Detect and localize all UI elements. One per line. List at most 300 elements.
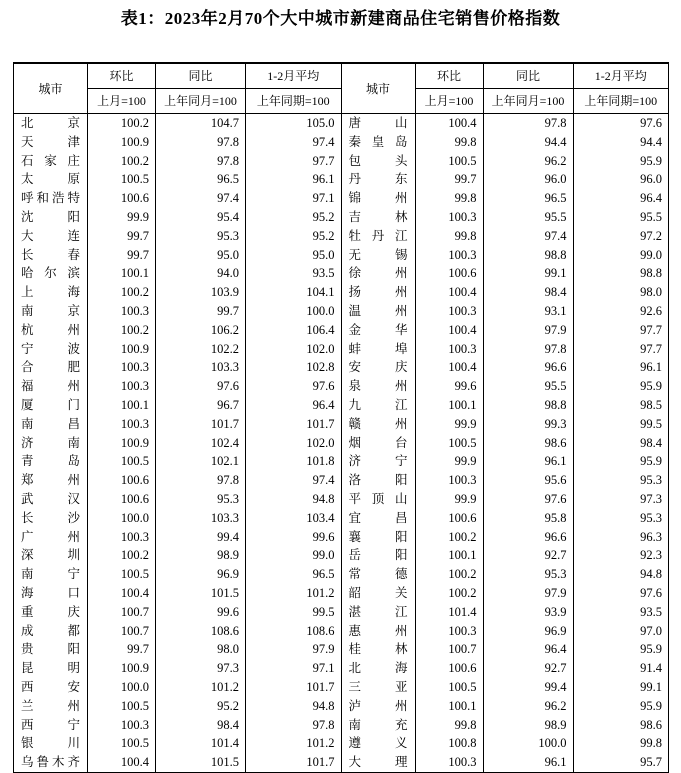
yoy-cell-left: 103.3 bbox=[156, 358, 246, 377]
city-cell-right: 北海 bbox=[341, 659, 415, 678]
yoy-cell-right: 97.9 bbox=[483, 321, 573, 340]
avg-cell-left: 101.7 bbox=[246, 753, 342, 773]
mom-cell-left: 100.2 bbox=[88, 152, 156, 171]
city-cell-right: 金华 bbox=[341, 321, 415, 340]
header-avg-right: 1-2月平均 bbox=[573, 63, 669, 89]
yoy-cell-left: 97.8 bbox=[156, 152, 246, 171]
table-row bbox=[14, 170, 669, 189]
yoy-cell-left: 101.7 bbox=[156, 415, 246, 434]
avg-cell-left: 99.6 bbox=[246, 528, 342, 547]
yoy-cell-right: 98.9 bbox=[483, 716, 573, 735]
city-cell-left: 太原 bbox=[14, 170, 88, 189]
avg-cell-right: 93.5 bbox=[573, 603, 669, 622]
avg-cell-right: 96.4 bbox=[573, 189, 669, 208]
header-mom-left: 环比 bbox=[88, 63, 156, 89]
avg-cell-right: 95.9 bbox=[573, 697, 669, 716]
avg-cell-left: 96.1 bbox=[246, 170, 342, 189]
city-cell-left: 合肥 bbox=[14, 358, 88, 377]
price-index-table bbox=[13, 62, 669, 773]
table-row bbox=[14, 678, 669, 697]
table-row bbox=[14, 565, 669, 584]
mom-cell-right: 100.3 bbox=[415, 340, 483, 359]
table-row bbox=[14, 640, 669, 659]
yoy-cell-left: 95.3 bbox=[156, 227, 246, 246]
city-cell-right: 牡丹江 bbox=[341, 227, 415, 246]
price-index-report-page bbox=[0, 7, 681, 773]
mom-cell-right: 100.3 bbox=[415, 471, 483, 490]
mom-cell-left: 100.6 bbox=[88, 471, 156, 490]
header-yoy-left: 同比 bbox=[156, 63, 246, 89]
city-cell-right: 湛江 bbox=[341, 603, 415, 622]
avg-cell-left: 97.7 bbox=[246, 152, 342, 171]
yoy-cell-right: 93.9 bbox=[483, 603, 573, 622]
yoy-cell-left: 98.9 bbox=[156, 546, 246, 565]
mom-cell-left: 100.3 bbox=[88, 302, 156, 321]
city-cell-right: 烟台 bbox=[341, 434, 415, 453]
mom-cell-right: 100.2 bbox=[415, 584, 483, 603]
avg-cell-left: 101.2 bbox=[246, 734, 342, 753]
yoy-cell-left: 99.6 bbox=[156, 603, 246, 622]
header-mom-base-left: 上月=100 bbox=[88, 89, 156, 114]
city-cell-right: 包头 bbox=[341, 152, 415, 171]
mom-cell-left: 99.7 bbox=[88, 246, 156, 265]
yoy-cell-left: 99.7 bbox=[156, 302, 246, 321]
yoy-cell-left: 95.2 bbox=[156, 697, 246, 716]
mom-cell-right: 100.5 bbox=[415, 678, 483, 697]
avg-cell-right: 95.3 bbox=[573, 471, 669, 490]
mom-cell-right: 99.8 bbox=[415, 227, 483, 246]
yoy-cell-left: 102.2 bbox=[156, 340, 246, 359]
yoy-cell-left: 103.9 bbox=[156, 283, 246, 302]
city-cell-left: 银川 bbox=[14, 734, 88, 753]
mom-cell-right: 99.9 bbox=[415, 490, 483, 509]
table-row bbox=[14, 246, 669, 265]
header-city-left: 城市 bbox=[14, 63, 88, 114]
avg-cell-right: 96.0 bbox=[573, 170, 669, 189]
avg-cell-left: 101.7 bbox=[246, 415, 342, 434]
mom-cell-left: 100.9 bbox=[88, 434, 156, 453]
mom-cell-left: 100.1 bbox=[88, 396, 156, 415]
mom-cell-right: 99.6 bbox=[415, 377, 483, 396]
header-yoy-right: 同比 bbox=[483, 63, 573, 89]
mom-cell-right: 100.1 bbox=[415, 396, 483, 415]
mom-cell-right: 100.4 bbox=[415, 114, 483, 133]
city-cell-left: 宁波 bbox=[14, 340, 88, 359]
mom-cell-left: 100.2 bbox=[88, 546, 156, 565]
table-body bbox=[14, 114, 669, 773]
avg-cell-right: 97.6 bbox=[573, 114, 669, 133]
city-cell-right: 遵义 bbox=[341, 734, 415, 753]
mom-cell-left: 100.2 bbox=[88, 321, 156, 340]
mom-cell-left: 100.5 bbox=[88, 452, 156, 471]
table-row bbox=[14, 471, 669, 490]
mom-cell-left: 100.0 bbox=[88, 509, 156, 528]
city-cell-right: 泉州 bbox=[341, 377, 415, 396]
yoy-cell-left: 95.3 bbox=[156, 490, 246, 509]
city-cell-right: 惠州 bbox=[341, 622, 415, 641]
city-cell-right: 常德 bbox=[341, 565, 415, 584]
city-cell-right: 桂林 bbox=[341, 640, 415, 659]
avg-cell-right: 91.4 bbox=[573, 659, 669, 678]
yoy-cell-left: 104.7 bbox=[156, 114, 246, 133]
table-row bbox=[14, 302, 669, 321]
table-row bbox=[14, 490, 669, 509]
city-cell-left: 西安 bbox=[14, 678, 88, 697]
yoy-cell-right: 99.4 bbox=[483, 678, 573, 697]
avg-cell-left: 96.4 bbox=[246, 396, 342, 415]
city-cell-right: 无锡 bbox=[341, 246, 415, 265]
city-cell-left: 济南 bbox=[14, 434, 88, 453]
yoy-cell-right: 96.4 bbox=[483, 640, 573, 659]
mom-cell-right: 100.7 bbox=[415, 640, 483, 659]
city-cell-right: 蚌埠 bbox=[341, 340, 415, 359]
yoy-cell-right: 96.1 bbox=[483, 452, 573, 471]
mom-cell-left: 100.3 bbox=[88, 528, 156, 547]
city-cell-left: 沈阳 bbox=[14, 208, 88, 227]
mom-cell-left: 100.9 bbox=[88, 659, 156, 678]
yoy-cell-left: 96.9 bbox=[156, 565, 246, 584]
mom-cell-right: 99.9 bbox=[415, 415, 483, 434]
city-cell-left: 兰州 bbox=[14, 697, 88, 716]
mom-cell-left: 100.5 bbox=[88, 734, 156, 753]
mom-cell-right: 100.3 bbox=[415, 753, 483, 773]
table-row bbox=[14, 340, 669, 359]
yoy-cell-right: 100.0 bbox=[483, 734, 573, 753]
city-cell-left: 南京 bbox=[14, 302, 88, 321]
yoy-cell-left: 101.5 bbox=[156, 584, 246, 603]
yoy-cell-right: 96.5 bbox=[483, 189, 573, 208]
yoy-cell-left: 102.4 bbox=[156, 434, 246, 453]
city-cell-left: 石家庄 bbox=[14, 152, 88, 171]
avg-cell-right: 97.7 bbox=[573, 321, 669, 340]
mom-cell-left: 99.7 bbox=[88, 640, 156, 659]
avg-cell-right: 95.9 bbox=[573, 452, 669, 471]
header-avg-left: 1-2月平均 bbox=[246, 63, 342, 89]
mom-cell-left: 100.5 bbox=[88, 697, 156, 716]
city-cell-right: 大理 bbox=[341, 753, 415, 773]
table-row bbox=[14, 734, 669, 753]
avg-cell-right: 95.3 bbox=[573, 509, 669, 528]
avg-cell-left: 102.0 bbox=[246, 434, 342, 453]
table-row bbox=[14, 283, 669, 302]
city-cell-left: 杭州 bbox=[14, 321, 88, 340]
city-cell-right: 九江 bbox=[341, 396, 415, 415]
city-cell-left: 呼和浩特 bbox=[14, 189, 88, 208]
avg-cell-right: 99.8 bbox=[573, 734, 669, 753]
yoy-cell-right: 92.7 bbox=[483, 659, 573, 678]
city-cell-right: 泸州 bbox=[341, 697, 415, 716]
table-row bbox=[14, 716, 669, 735]
avg-cell-right: 99.0 bbox=[573, 246, 669, 265]
avg-cell-left: 102.0 bbox=[246, 340, 342, 359]
mom-cell-left: 99.7 bbox=[88, 227, 156, 246]
avg-cell-left: 104.1 bbox=[246, 283, 342, 302]
yoy-cell-right: 96.0 bbox=[483, 170, 573, 189]
table-row bbox=[14, 415, 669, 434]
city-cell-right: 韶关 bbox=[341, 584, 415, 603]
table-row bbox=[14, 321, 669, 340]
table-row bbox=[14, 114, 669, 133]
avg-cell-left: 93.5 bbox=[246, 264, 342, 283]
city-cell-right: 吉林 bbox=[341, 208, 415, 227]
city-cell-left: 厦门 bbox=[14, 396, 88, 415]
yoy-cell-right: 96.6 bbox=[483, 358, 573, 377]
city-cell-left: 上海 bbox=[14, 283, 88, 302]
mom-cell-left: 100.6 bbox=[88, 189, 156, 208]
avg-cell-right: 94.8 bbox=[573, 565, 669, 584]
city-cell-right: 襄阳 bbox=[341, 528, 415, 547]
city-cell-left: 南宁 bbox=[14, 565, 88, 584]
table-row bbox=[14, 546, 669, 565]
avg-cell-right: 96.1 bbox=[573, 358, 669, 377]
mom-cell-right: 100.6 bbox=[415, 509, 483, 528]
yoy-cell-right: 98.8 bbox=[483, 396, 573, 415]
mom-cell-left: 100.0 bbox=[88, 678, 156, 697]
avg-cell-left: 97.8 bbox=[246, 716, 342, 735]
mom-cell-right: 99.7 bbox=[415, 170, 483, 189]
mom-cell-left: 100.4 bbox=[88, 584, 156, 603]
city-cell-left: 广州 bbox=[14, 528, 88, 547]
yoy-cell-right: 99.1 bbox=[483, 264, 573, 283]
city-cell-left: 武汉 bbox=[14, 490, 88, 509]
city-cell-left: 长沙 bbox=[14, 509, 88, 528]
avg-cell-left: 97.6 bbox=[246, 377, 342, 396]
table-row bbox=[14, 528, 669, 547]
city-cell-left: 海口 bbox=[14, 584, 88, 603]
avg-cell-left: 96.5 bbox=[246, 565, 342, 584]
yoy-cell-left: 101.2 bbox=[156, 678, 246, 697]
mom-cell-left: 100.9 bbox=[88, 340, 156, 359]
city-cell-right: 岳阳 bbox=[341, 546, 415, 565]
avg-cell-right: 95.7 bbox=[573, 753, 669, 773]
page-title: 表1：2023年2月70个大中城市新建商品住宅销售价格指数 bbox=[120, 9, 561, 28]
avg-cell-left: 97.1 bbox=[246, 189, 342, 208]
city-cell-left: 天津 bbox=[14, 133, 88, 152]
header-mom-right: 环比 bbox=[415, 63, 483, 89]
avg-cell-right: 98.4 bbox=[573, 434, 669, 453]
yoy-cell-right: 92.7 bbox=[483, 546, 573, 565]
city-cell-left: 福州 bbox=[14, 377, 88, 396]
mom-cell-left: 100.3 bbox=[88, 415, 156, 434]
city-cell-right: 扬州 bbox=[341, 283, 415, 302]
yoy-cell-left: 106.2 bbox=[156, 321, 246, 340]
mom-cell-left: 99.9 bbox=[88, 208, 156, 227]
avg-cell-right: 95.5 bbox=[573, 208, 669, 227]
table-row bbox=[14, 584, 669, 603]
table-row bbox=[14, 509, 669, 528]
avg-cell-right: 94.4 bbox=[573, 133, 669, 152]
yoy-cell-right: 96.1 bbox=[483, 753, 573, 773]
avg-cell-left: 97.4 bbox=[246, 471, 342, 490]
avg-cell-left: 101.2 bbox=[246, 584, 342, 603]
mom-cell-left: 100.3 bbox=[88, 358, 156, 377]
yoy-cell-right: 96.6 bbox=[483, 528, 573, 547]
yoy-cell-right: 97.8 bbox=[483, 340, 573, 359]
city-cell-left: 大连 bbox=[14, 227, 88, 246]
yoy-cell-right: 99.3 bbox=[483, 415, 573, 434]
table-row bbox=[14, 434, 669, 453]
avg-cell-right: 92.3 bbox=[573, 546, 669, 565]
mom-cell-left: 100.2 bbox=[88, 114, 156, 133]
yoy-cell-right: 95.5 bbox=[483, 377, 573, 396]
avg-cell-left: 105.0 bbox=[246, 114, 342, 133]
yoy-cell-left: 101.5 bbox=[156, 753, 246, 773]
avg-cell-left: 101.8 bbox=[246, 452, 342, 471]
yoy-cell-right: 97.9 bbox=[483, 584, 573, 603]
mom-cell-left: 100.7 bbox=[88, 603, 156, 622]
city-cell-left: 重庆 bbox=[14, 603, 88, 622]
table-row bbox=[14, 133, 669, 152]
avg-cell-left: 103.4 bbox=[246, 509, 342, 528]
city-cell-right: 安庆 bbox=[341, 358, 415, 377]
city-cell-right: 秦皇岛 bbox=[341, 133, 415, 152]
mom-cell-right: 100.5 bbox=[415, 152, 483, 171]
table-row bbox=[14, 264, 669, 283]
mom-cell-left: 100.1 bbox=[88, 264, 156, 283]
avg-cell-right: 96.3 bbox=[573, 528, 669, 547]
yoy-cell-left: 98.4 bbox=[156, 716, 246, 735]
mom-cell-right: 100.6 bbox=[415, 264, 483, 283]
city-cell-left: 青岛 bbox=[14, 452, 88, 471]
avg-cell-right: 97.6 bbox=[573, 584, 669, 603]
mom-cell-left: 100.2 bbox=[88, 283, 156, 302]
avg-cell-right: 95.9 bbox=[573, 640, 669, 659]
city-cell-right: 洛阳 bbox=[341, 471, 415, 490]
mom-cell-left: 100.3 bbox=[88, 716, 156, 735]
mom-cell-right: 100.2 bbox=[415, 528, 483, 547]
yoy-cell-right: 96.2 bbox=[483, 697, 573, 716]
header-yoy-base-left: 上年同月=100 bbox=[156, 89, 246, 114]
yoy-cell-left: 108.6 bbox=[156, 622, 246, 641]
mom-cell-right: 100.1 bbox=[415, 697, 483, 716]
table-row bbox=[14, 152, 669, 171]
yoy-cell-right: 95.8 bbox=[483, 509, 573, 528]
city-cell-left: 昆明 bbox=[14, 659, 88, 678]
city-cell-right: 三亚 bbox=[341, 678, 415, 697]
table-row bbox=[14, 189, 669, 208]
city-cell-left: 郑州 bbox=[14, 471, 88, 490]
yoy-cell-left: 97.8 bbox=[156, 133, 246, 152]
city-cell-left: 深圳 bbox=[14, 546, 88, 565]
yoy-cell-left: 97.4 bbox=[156, 189, 246, 208]
city-cell-right: 温州 bbox=[341, 302, 415, 321]
avg-cell-right: 95.9 bbox=[573, 377, 669, 396]
yoy-cell-right: 98.8 bbox=[483, 246, 573, 265]
avg-cell-left: 99.0 bbox=[246, 546, 342, 565]
yoy-cell-left: 98.0 bbox=[156, 640, 246, 659]
table-row bbox=[14, 208, 669, 227]
yoy-cell-right: 97.4 bbox=[483, 227, 573, 246]
table-header bbox=[14, 63, 669, 114]
yoy-cell-right: 97.6 bbox=[483, 490, 573, 509]
avg-cell-right: 97.7 bbox=[573, 340, 669, 359]
mom-cell-right: 100.4 bbox=[415, 358, 483, 377]
city-cell-left: 乌鲁木齐 bbox=[14, 753, 88, 773]
city-cell-left: 哈尔滨 bbox=[14, 264, 88, 283]
avg-cell-right: 97.2 bbox=[573, 227, 669, 246]
city-cell-left: 南昌 bbox=[14, 415, 88, 434]
yoy-cell-right: 98.4 bbox=[483, 283, 573, 302]
table-row bbox=[14, 622, 669, 641]
avg-cell-right: 98.5 bbox=[573, 396, 669, 415]
mom-cell-right: 99.8 bbox=[415, 189, 483, 208]
city-cell-right: 宜昌 bbox=[341, 509, 415, 528]
city-cell-left: 贵阳 bbox=[14, 640, 88, 659]
mom-cell-right: 100.6 bbox=[415, 659, 483, 678]
yoy-cell-right: 95.3 bbox=[483, 565, 573, 584]
avg-cell-left: 99.5 bbox=[246, 603, 342, 622]
mom-cell-left: 100.3 bbox=[88, 377, 156, 396]
city-cell-right: 赣州 bbox=[341, 415, 415, 434]
city-cell-right: 锦州 bbox=[341, 189, 415, 208]
avg-cell-left: 95.2 bbox=[246, 208, 342, 227]
city-cell-right: 平顶山 bbox=[341, 490, 415, 509]
avg-cell-left: 102.8 bbox=[246, 358, 342, 377]
mom-cell-right: 99.8 bbox=[415, 716, 483, 735]
city-cell-right: 徐州 bbox=[341, 264, 415, 283]
avg-cell-left: 95.2 bbox=[246, 227, 342, 246]
yoy-cell-right: 95.5 bbox=[483, 208, 573, 227]
avg-cell-right: 97.0 bbox=[573, 622, 669, 641]
mom-cell-right: 100.3 bbox=[415, 302, 483, 321]
yoy-cell-left: 101.4 bbox=[156, 734, 246, 753]
city-cell-left: 北京 bbox=[14, 114, 88, 133]
avg-cell-right: 98.6 bbox=[573, 716, 669, 735]
yoy-cell-left: 97.6 bbox=[156, 377, 246, 396]
mom-cell-left: 100.5 bbox=[88, 565, 156, 584]
header-city-right: 城市 bbox=[341, 63, 415, 114]
avg-cell-right: 95.9 bbox=[573, 152, 669, 171]
mom-cell-right: 100.8 bbox=[415, 734, 483, 753]
avg-cell-left: 95.0 bbox=[246, 246, 342, 265]
mom-cell-right: 99.9 bbox=[415, 452, 483, 471]
yoy-cell-right: 96.2 bbox=[483, 152, 573, 171]
table-row bbox=[14, 227, 669, 246]
table-row bbox=[14, 377, 669, 396]
avg-cell-left: 97.4 bbox=[246, 133, 342, 152]
city-cell-left: 西宁 bbox=[14, 716, 88, 735]
table-row bbox=[14, 396, 669, 415]
avg-cell-right: 99.5 bbox=[573, 415, 669, 434]
table-row bbox=[14, 358, 669, 377]
yoy-cell-left: 97.3 bbox=[156, 659, 246, 678]
avg-cell-left: 97.9 bbox=[246, 640, 342, 659]
yoy-cell-left: 97.8 bbox=[156, 471, 246, 490]
yoy-cell-right: 98.6 bbox=[483, 434, 573, 453]
yoy-cell-left: 102.1 bbox=[156, 452, 246, 471]
avg-cell-right: 92.6 bbox=[573, 302, 669, 321]
mom-cell-right: 100.4 bbox=[415, 321, 483, 340]
yoy-cell-left: 95.4 bbox=[156, 208, 246, 227]
mom-cell-left: 100.6 bbox=[88, 490, 156, 509]
city-cell-right: 南充 bbox=[341, 716, 415, 735]
mom-cell-right: 100.3 bbox=[415, 246, 483, 265]
yoy-cell-left: 94.0 bbox=[156, 264, 246, 283]
mom-cell-right: 100.1 bbox=[415, 546, 483, 565]
mom-cell-right: 99.8 bbox=[415, 133, 483, 152]
header-avg-base-right: 上年同期=100 bbox=[573, 89, 669, 114]
table-row bbox=[14, 753, 669, 773]
table-row bbox=[14, 697, 669, 716]
table-row bbox=[14, 452, 669, 471]
table-row bbox=[14, 603, 669, 622]
header-mom-base-right: 上月=100 bbox=[415, 89, 483, 114]
mom-cell-right: 100.4 bbox=[415, 283, 483, 302]
mom-cell-left: 100.7 bbox=[88, 622, 156, 641]
avg-cell-right: 99.1 bbox=[573, 678, 669, 697]
avg-cell-left: 108.6 bbox=[246, 622, 342, 641]
city-cell-right: 丹东 bbox=[341, 170, 415, 189]
